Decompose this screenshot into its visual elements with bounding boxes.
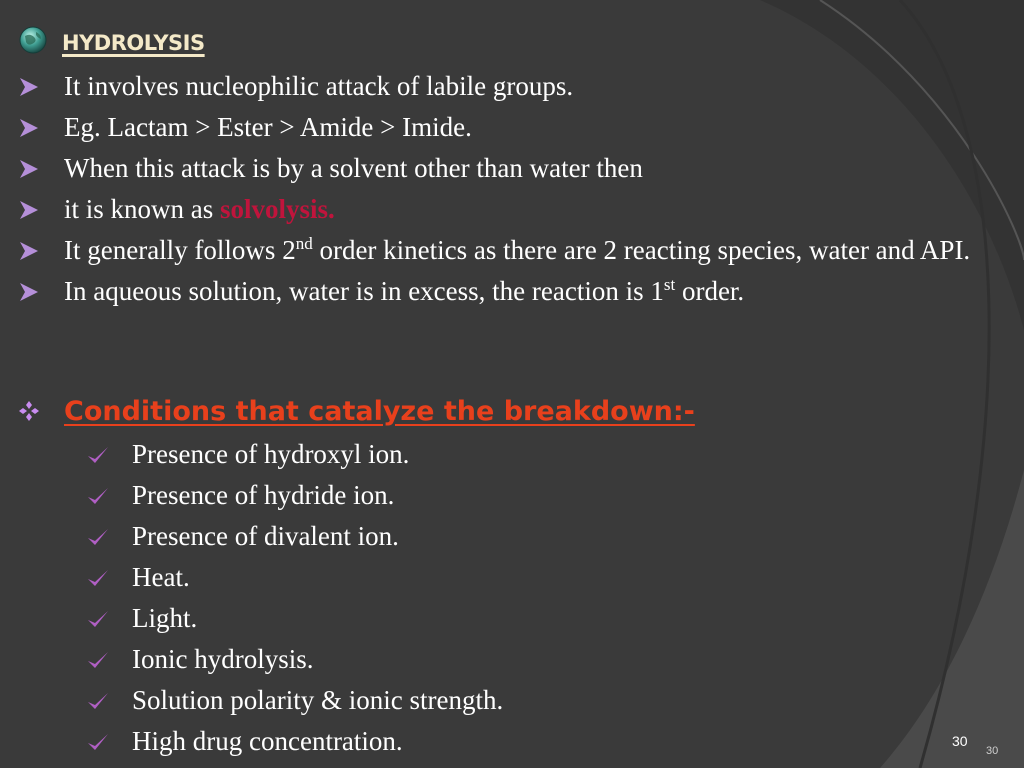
bullet-text (64, 148, 1018, 189)
highlighted-term: solvolysis. (220, 194, 335, 224)
bullet-text-part: st (663, 275, 676, 294)
bullet-text-part: nd (295, 234, 313, 253)
conditions-list (86, 434, 503, 762)
checkmark-icon (86, 608, 132, 630)
bullet-text-part: It generally follows 2 (64, 235, 296, 265)
checkmark-icon (86, 731, 132, 753)
checkmark-icon (86, 649, 132, 671)
condition-item (86, 598, 503, 639)
bullet-item (18, 271, 1018, 312)
condition-item (86, 639, 503, 680)
four-diamond-icon (18, 400, 64, 422)
condition-text: Heat. (132, 562, 190, 592)
bullet-item (18, 148, 1018, 189)
bullet-text (64, 66, 1018, 107)
bullet-text (64, 271, 1018, 312)
condition-text: Presence of hydride ion. (132, 480, 395, 510)
condition-text: Light. (132, 603, 198, 633)
bullet-text-part: It involves nucleophilic attack of labile groups. (64, 71, 574, 101)
globe-icon (18, 25, 48, 55)
condition-text: Ionic hydrolysis. (132, 644, 314, 674)
arrowhead-icon (18, 66, 64, 98)
bullet-item (18, 189, 1018, 230)
arrowhead-icon (18, 148, 64, 180)
bullet-list (18, 66, 1018, 312)
checkmark-icon (86, 444, 132, 466)
checkmark-icon (86, 526, 132, 548)
title-row (18, 18, 205, 62)
arrowhead-icon (18, 230, 64, 262)
slide-title: hydrolysis (62, 22, 205, 58)
condition-text: Solution polarity & ionic strength. (132, 685, 504, 715)
condition-item (86, 557, 503, 598)
bullet-text (64, 189, 1018, 230)
checkmark-icon (86, 690, 132, 712)
arrowhead-icon (18, 189, 64, 221)
bullet-text-part: order. (675, 276, 745, 306)
condition-item (86, 680, 503, 721)
bullet-item (18, 230, 1018, 271)
conditions-heading: Conditions that catalyze the breakdown:- (64, 395, 695, 427)
condition-item (86, 434, 503, 475)
condition-item (86, 516, 503, 557)
bullet-text-part: it is known as (64, 194, 221, 224)
bullet-text-part: In aqueous solution, water is in excess, the reaction is 1 (64, 276, 664, 306)
bullet-text (64, 230, 1018, 271)
arrowhead-icon (18, 107, 64, 139)
bullet-text (64, 107, 1018, 148)
condition-text: Presence of hydroxyl ion. (132, 439, 410, 469)
condition-item (86, 721, 503, 762)
bullet-text-part: When this attack is by a solvent other than water then (64, 153, 643, 183)
checkmark-icon (86, 485, 132, 507)
conditions-heading-row (18, 389, 695, 433)
condition-text: Presence of divalent ion. (132, 521, 399, 551)
bullet-item (18, 107, 1018, 148)
checkmark-icon (86, 567, 132, 589)
arrowhead-icon (18, 271, 64, 303)
bullet-text-part: Eg. Lactam > Ester > Amide > Imide. (64, 112, 472, 142)
condition-item (86, 475, 503, 516)
bullet-item (18, 66, 1018, 107)
page-number-small: 30 (986, 745, 999, 757)
condition-text: High drug concentration. (132, 726, 403, 756)
page-number: 30 (952, 733, 968, 749)
bullet-text-part: order kinetics as there are 2 reacting species, water and API. (312, 235, 971, 265)
